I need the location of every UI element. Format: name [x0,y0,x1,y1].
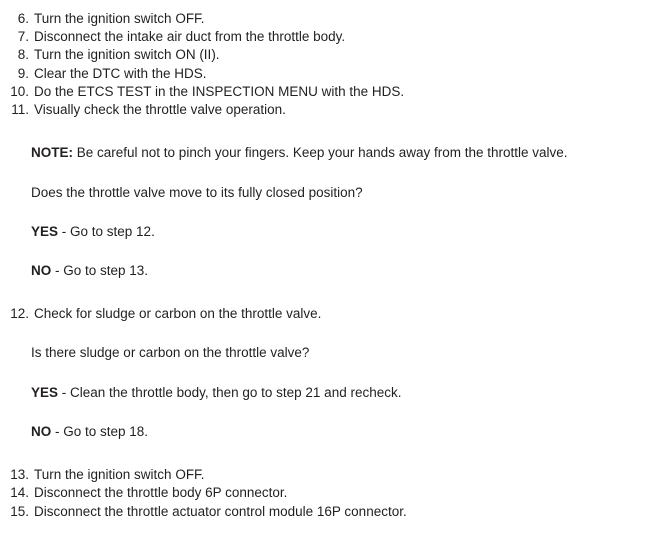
step-number: 12. [10,306,29,322]
step-text: Do the ETCS TEST in the INSPECTION MENU with the HDS. [34,83,405,99]
step-line [0,28,656,46]
spacer [0,441,656,466]
spacer [0,119,656,144]
step-text: Disconnect the intake air duct from the throttle body. [34,29,346,45]
step-text: Disconnect the throttle body 6P connector. [34,485,288,501]
step-text: Clear the DTC with the HDS. [34,65,207,81]
answer-line-yes [0,384,656,402]
step-number: 15. [10,503,29,519]
spacer [0,241,656,262]
question-text: Does the throttle valve move to its fully closed position? [31,184,363,200]
answer-text: - Go to step 18. [51,423,149,439]
spacer [0,280,656,305]
note-text: Be careful not to pinch your fingers. Keep your hands away from the throttle valve. [73,145,568,161]
step-line [0,65,656,83]
step-text: Turn the ignition switch OFF. [34,11,205,26]
spacer [0,402,656,423]
step-text: Visually check the throttle valve operation. [34,102,286,118]
answer-label: NO [31,423,52,439]
step-number: 9. [17,65,29,81]
step-number: 8. [17,47,29,63]
note-label: NOTE: [31,145,73,161]
spacer [0,202,656,223]
step-line [0,101,656,119]
step-line [0,503,656,521]
step-text: Turn the ignition switch ON (II). [34,47,220,63]
answer-text: - Go to step 13. [51,262,149,278]
question-text: Is there sludge or carbon on the throttle valve? [31,345,310,361]
step-text: Check for sludge or carbon on the throttle valve. [34,306,322,322]
answer-text: - Clean the throttle body, then go to step 21 and recheck. [58,384,402,400]
step-line [0,46,656,64]
answer-text: - Go to step 12. [58,223,155,239]
step-number: 10. [10,83,29,99]
spacer [0,323,656,344]
answer-line-no [0,423,656,441]
step-number: 14. [10,485,29,501]
question-line [0,344,656,362]
step-text: Turn the ignition switch OFF. [34,467,205,483]
step-line [0,83,656,101]
note-block [0,144,656,162]
answer-label: NO [31,262,52,278]
answer-line-no [0,262,656,280]
step-line [0,484,656,502]
step-number: 11. [11,102,29,118]
step-number: 13. [10,467,29,483]
question-line [0,184,656,202]
step-line [0,466,656,484]
step-line [0,305,656,323]
step-line [0,10,656,28]
answer-line-yes [0,223,656,241]
answer-label: YES [31,223,59,239]
spacer [0,363,656,384]
spacer [0,163,656,184]
step-number: 7. [17,29,29,45]
step-number: 6. [17,11,29,26]
answer-label: YES [31,384,59,400]
step-text: Disconnect the throttle actuator control module 16P connector. [34,503,407,519]
